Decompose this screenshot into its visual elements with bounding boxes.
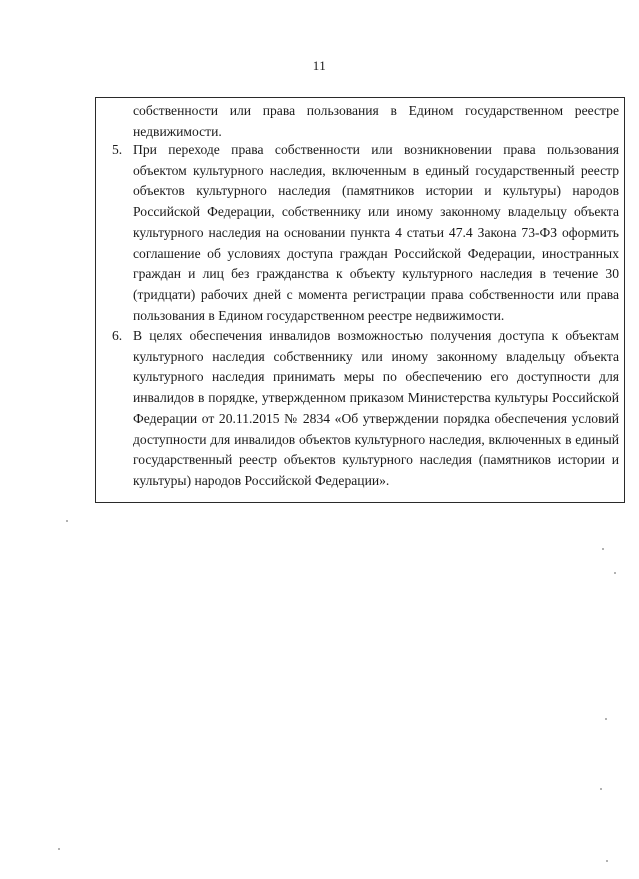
scan-speck <box>66 520 68 522</box>
continued-paragraph: собственности или права пользования в Едином государственном реестре недвижимости. <box>133 103 619 139</box>
scan-speck <box>600 788 602 790</box>
list-item-text: В целях обеспечения инвалидов возможностью получения доступа к объектам культурного наследия собственнику или иному законному владельцу объекта культурного наследия принимать меры по обеспечению его доступности для инвалидов в порядке, утвержденном приказом Министерства культуры Российской Федерации от 20.11.2015 № 2834 «Об утверждении порядка обеспечения условий доступности для инвалидов объектов культурного наследия, включенных в единый государственный реестр объектов культурного наследия (памятников истории и культуры) народов Российской Федерации». <box>133 328 619 488</box>
scan-speck <box>605 718 607 720</box>
conditions-text-box <box>95 97 625 503</box>
scan-speck <box>602 548 604 550</box>
list-item-text: При переходе права собственности или возникновении права пользования объектом культурного наследия, включенным в единый государственный реестр объектов культурного наследия (памятников истории и культуры) народов Российской Федерации, собственнику или иному законному владельцу объекта культурного наследия на основании пункта 4 статьи 47.4 Закона 73-ФЗ оформить соглашение об условиях доступа граждан Российской Федерации, иностранных граждан и лиц без гражданства к объекту культурного наследия в течение 30 (тридцати) рабочих дней с момента регистрации права собственности или права пользования в Едином государственном реестре недвижимости. <box>133 142 619 323</box>
list-item-number: 6. <box>112 328 123 343</box>
scan-speck <box>614 572 616 574</box>
scan-speck <box>606 860 608 862</box>
page-number: 11 <box>312 58 327 73</box>
list-item-number: 5. <box>112 142 123 157</box>
scan-speck <box>58 848 60 850</box>
